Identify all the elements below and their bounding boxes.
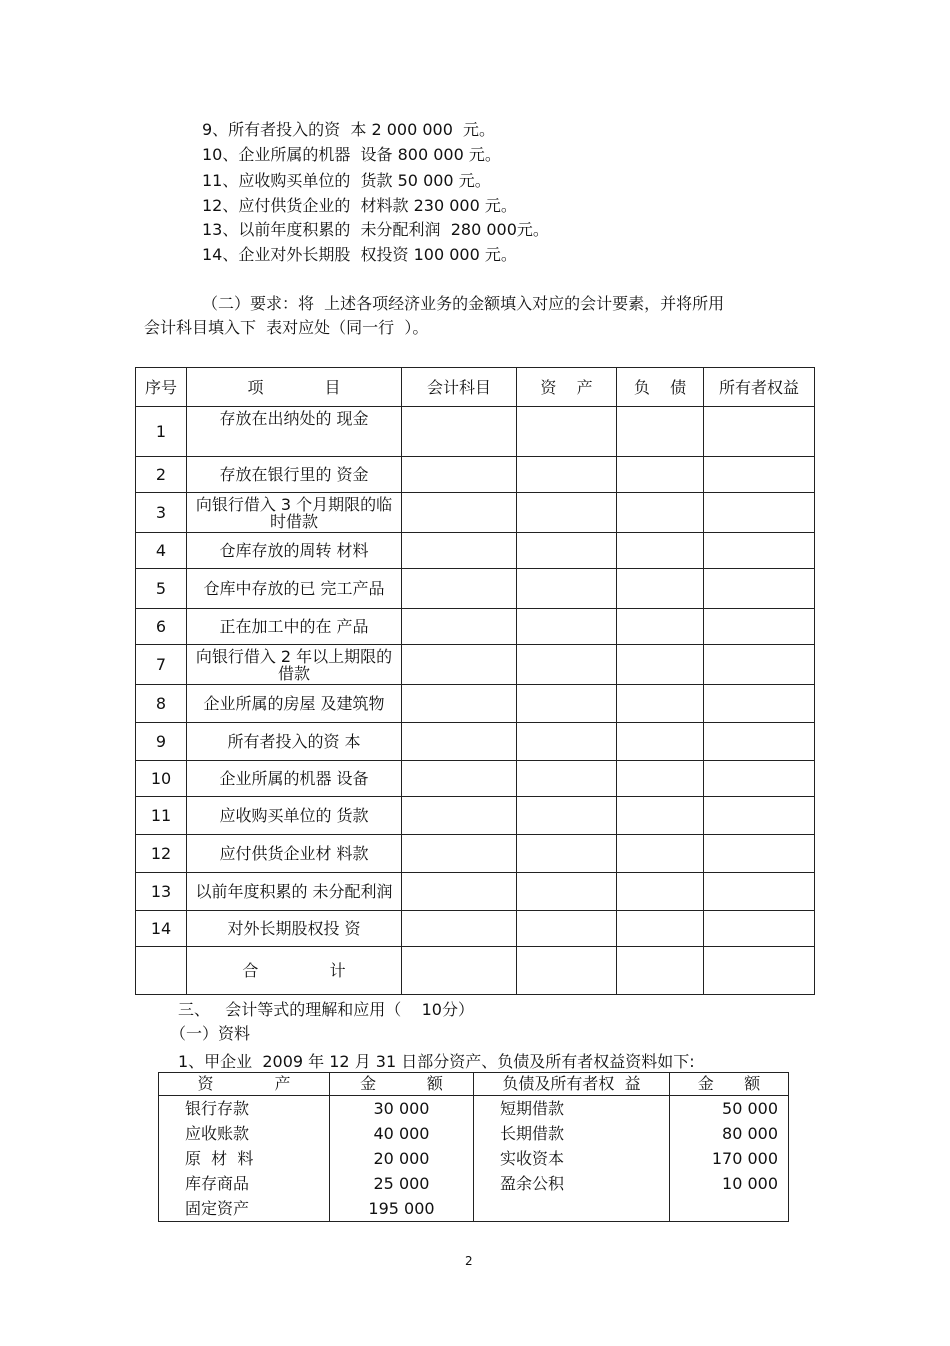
requirement-line-2: 会计科目填入下 表对应处（同一行 ）。 [144, 318, 429, 337]
table-row [136, 569, 815, 609]
cell-liabilities[interactable] [617, 911, 704, 947]
table-header-row [136, 368, 815, 407]
header-account: 会计科目 [402, 368, 517, 407]
asset-amounts [330, 1096, 474, 1222]
cell-assets[interactable] [517, 761, 617, 797]
row-number: 11 [136, 797, 187, 835]
cell-equity[interactable] [704, 723, 815, 761]
cell-account[interactable] [402, 835, 517, 873]
cell-liabilities[interactable] [617, 761, 704, 797]
liability-names [474, 1096, 670, 1222]
list-item: 14、企业对外长期股 权投资 100 000 元。 [202, 245, 517, 264]
list-item: 80 000 [722, 1124, 778, 1143]
header-assets: 资 产 [159, 1073, 330, 1096]
cell-liabilities[interactable] [617, 645, 704, 685]
cell-equity[interactable] [704, 761, 815, 797]
cell-account[interactable] [402, 645, 517, 685]
table-total-row [136, 947, 815, 995]
list-item: 30 000 [373, 1099, 430, 1118]
list-item: 短期借款 [500, 1099, 565, 1118]
cell-assets[interactable] [517, 645, 617, 685]
cell-assets[interactable] [517, 533, 617, 569]
list-item: 盈余公积 [500, 1174, 565, 1193]
table-header-row [159, 1073, 789, 1096]
list-item: 13、以前年度积累的 未分配利润 280 000元。 [202, 220, 549, 239]
cell-assets[interactable] [517, 457, 617, 493]
cell-assets[interactable] [517, 835, 617, 873]
row-item: 企业所属的房屋 及建筑物 [187, 685, 402, 723]
table-row [136, 533, 815, 569]
row-number [136, 947, 187, 995]
cell-account[interactable] [402, 947, 517, 995]
header-amount: 金 额 [670, 1073, 789, 1096]
cell-assets[interactable] [517, 685, 617, 723]
page-number: 2 [465, 1254, 473, 1268]
cell-assets[interactable] [517, 797, 617, 835]
cell-account[interactable] [402, 873, 517, 911]
cell-account[interactable] [402, 723, 517, 761]
row-item: 存放在出纳处的 现金 [187, 407, 402, 457]
cell-equity[interactable] [704, 533, 815, 569]
cell-account[interactable] [402, 457, 517, 493]
asset-names [159, 1096, 330, 1222]
cell-equity[interactable] [704, 873, 815, 911]
header-amount: 金 额 [330, 1073, 474, 1096]
table-row [136, 685, 815, 723]
cell-equity[interactable] [704, 835, 815, 873]
cell-liabilities[interactable] [617, 569, 704, 609]
row-item: 仓库存放的周转 材料 [187, 533, 402, 569]
row-number: 9 [136, 723, 187, 761]
accounting-elements-table [135, 367, 815, 995]
row-number: 3 [136, 493, 187, 533]
row-number: 7 [136, 645, 187, 685]
cell-liabilities[interactable] [617, 797, 704, 835]
table-row [136, 493, 815, 533]
table-row [136, 723, 815, 761]
table-row [136, 645, 815, 685]
list-item: 12、应付供货企业的 材料款 230 000 元。 [202, 196, 517, 215]
row-number: 12 [136, 835, 187, 873]
list-item: 库存商品 [185, 1174, 250, 1193]
list-item: 170 000 [711, 1149, 778, 1168]
row-item: 应付供货企业材 料款 [187, 835, 402, 873]
list-item: 长期借款 [500, 1124, 565, 1143]
section-3-intro: 1、甲企业 2009 年 12 月 31 日部分资产、负债及所有者权益资料如下: [178, 1052, 695, 1071]
cell-equity[interactable] [704, 797, 815, 835]
row-item: 企业所属的机器 设备 [187, 761, 402, 797]
cell-liabilities[interactable] [617, 685, 704, 723]
cell-assets[interactable] [517, 911, 617, 947]
cell-equity[interactable] [704, 609, 815, 645]
row-number: 2 [136, 457, 187, 493]
cell-liabilities[interactable] [617, 457, 704, 493]
cell-account[interactable] [402, 911, 517, 947]
cell-assets[interactable] [517, 947, 617, 995]
cell-account[interactable] [402, 533, 517, 569]
row-item: 对外长期股权投 资 [187, 911, 402, 947]
cell-assets[interactable] [517, 609, 617, 645]
list-item: 11、应收购买单位的 货款 50 000 元。 [202, 171, 491, 190]
table-row [136, 609, 815, 645]
list-item: 10、企业所属的机器 设备 800 000 元。 [202, 145, 501, 164]
list-item: 10 000 [722, 1174, 778, 1193]
table-row [136, 407, 815, 457]
cell-liabilities[interactable] [617, 493, 704, 533]
cell-account[interactable] [402, 797, 517, 835]
cell-assets[interactable] [517, 407, 617, 457]
cell-account[interactable] [402, 609, 517, 645]
cell-account[interactable] [402, 761, 517, 797]
row-number: 13 [136, 873, 187, 911]
row-number: 4 [136, 533, 187, 569]
cell-equity[interactable] [704, 457, 815, 493]
cell-liabilities[interactable] [617, 947, 704, 995]
list-item: 40 000 [373, 1124, 430, 1143]
list-item: 25 000 [373, 1174, 430, 1193]
list-item: 195 000 [368, 1199, 435, 1218]
cell-equity[interactable] [704, 947, 815, 995]
header-item: 项 目 [187, 368, 402, 407]
row-item: 正在加工中的在 产品 [187, 609, 402, 645]
table-body-row [159, 1096, 789, 1222]
cell-equity[interactable] [704, 569, 815, 609]
row-item: 存放在银行里的 资金 [187, 457, 402, 493]
header-equity: 所有者权益 [704, 368, 815, 407]
cell-equity[interactable] [704, 645, 815, 685]
cell-account[interactable] [402, 569, 517, 609]
cell-account[interactable] [402, 685, 517, 723]
row-item: 以前年度积累的 未分配利润 [187, 873, 402, 911]
cell-equity[interactable] [704, 685, 815, 723]
row-number: 8 [136, 685, 187, 723]
header-assets: 资 产 [517, 368, 617, 407]
list-item: 固定资产 [185, 1199, 250, 1218]
row-item: 应收购买单位的 货款 [187, 797, 402, 835]
cell-assets[interactable] [517, 723, 617, 761]
table-row [136, 873, 815, 911]
cell-liabilities[interactable] [617, 873, 704, 911]
cell-assets[interactable] [517, 569, 617, 609]
cell-liabilities[interactable] [617, 723, 704, 761]
cell-equity[interactable] [704, 493, 815, 533]
row-number: 14 [136, 911, 187, 947]
cell-assets[interactable] [517, 493, 617, 533]
table-row [136, 761, 815, 797]
list-item: 实收资本 [500, 1149, 565, 1168]
cell-liabilities[interactable] [617, 835, 704, 873]
header-liabilities: 负 债 [617, 368, 704, 407]
row-item: 仓库中存放的已 完工产品 [187, 569, 402, 609]
row-number: 5 [136, 569, 187, 609]
row-item: 向银行借入 2 年以上期限的借款 [187, 645, 402, 685]
cell-equity[interactable] [704, 911, 815, 947]
section-3-subtitle: （一）资料 [170, 1024, 251, 1043]
table-row [136, 911, 815, 947]
cell-account[interactable] [402, 493, 517, 533]
cell-liabilities[interactable] [617, 609, 704, 645]
balance-data-table [158, 1072, 789, 1222]
liability-amounts [670, 1096, 789, 1222]
row-number: 10 [136, 761, 187, 797]
cell-liabilities[interactable] [617, 407, 704, 457]
cell-liabilities[interactable] [617, 533, 704, 569]
cell-assets[interactable] [517, 873, 617, 911]
list-item: 应收账款 [185, 1124, 250, 1143]
list-item: 9、所有者投入的资 本 2 000 000 元。 [202, 120, 496, 139]
list-item: 20 000 [373, 1149, 430, 1168]
total-label: 合 计 [187, 947, 402, 995]
table-row [136, 797, 815, 835]
row-number: 6 [136, 609, 187, 645]
header-seq: 序号 [136, 368, 187, 407]
header-liabilities-equity: 负债及所有者权 益 [474, 1073, 670, 1096]
table-row [136, 835, 815, 873]
list-item: 50 000 [722, 1099, 778, 1118]
list-item: 原 材 料 [185, 1149, 254, 1168]
cell-account[interactable] [402, 407, 517, 457]
row-item: 所有者投入的资 本 [187, 723, 402, 761]
cell-equity[interactable] [704, 407, 815, 457]
section-3-title: 三、 会计等式的理解和应用（ 10分） [178, 1000, 474, 1019]
row-item: 向银行借入 3 个月期限的临时借款 [187, 493, 402, 533]
row-number: 1 [136, 407, 187, 457]
table-row [136, 457, 815, 493]
requirement-line-1: （二）要求：将 上述各项经济业务的金额填入对应的会计要素，并将所用 [202, 294, 725, 313]
list-item: 银行存款 [185, 1099, 250, 1118]
